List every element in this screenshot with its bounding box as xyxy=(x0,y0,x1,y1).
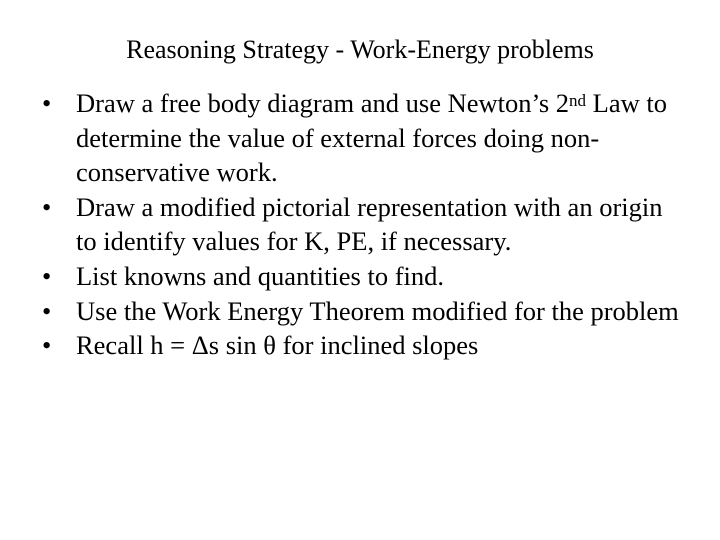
bullet-item xyxy=(42,294,682,329)
slide-title: Reasoning Strategy - Work-Energy problems xyxy=(126,35,594,64)
bullet-text-post: Law to determine the value of external forces doing non-conservative work. xyxy=(76,88,667,188)
bullet-text: Recall h = Δs sin θ for inclined slopes xyxy=(76,330,479,361)
bullet-item xyxy=(42,86,682,190)
bullet-text: Draw a modified pictorial representation with an origin to identify values for K, PE, if necessary. xyxy=(76,191,663,257)
bullet-marker: • xyxy=(42,260,52,291)
bullet-item xyxy=(42,190,682,259)
bullet-text: List knowns and quantities to find. xyxy=(76,260,445,291)
bullet-marker: • xyxy=(42,330,52,361)
bullet-marker: • xyxy=(42,88,52,118)
bullet-item xyxy=(42,328,682,363)
bullet-marker: • xyxy=(42,295,52,326)
bullet-list xyxy=(42,86,682,363)
bullet-text xyxy=(76,88,667,187)
superscript-ordinal: nd xyxy=(569,91,587,110)
bullet-marker: • xyxy=(42,191,52,222)
bullet-text-pre: Draw a free body diagram and use Newton’s 2 xyxy=(76,88,570,118)
bullet-item xyxy=(42,259,682,294)
bullet-text: Use the Work Energy Theorem modified for the problem xyxy=(76,295,679,326)
